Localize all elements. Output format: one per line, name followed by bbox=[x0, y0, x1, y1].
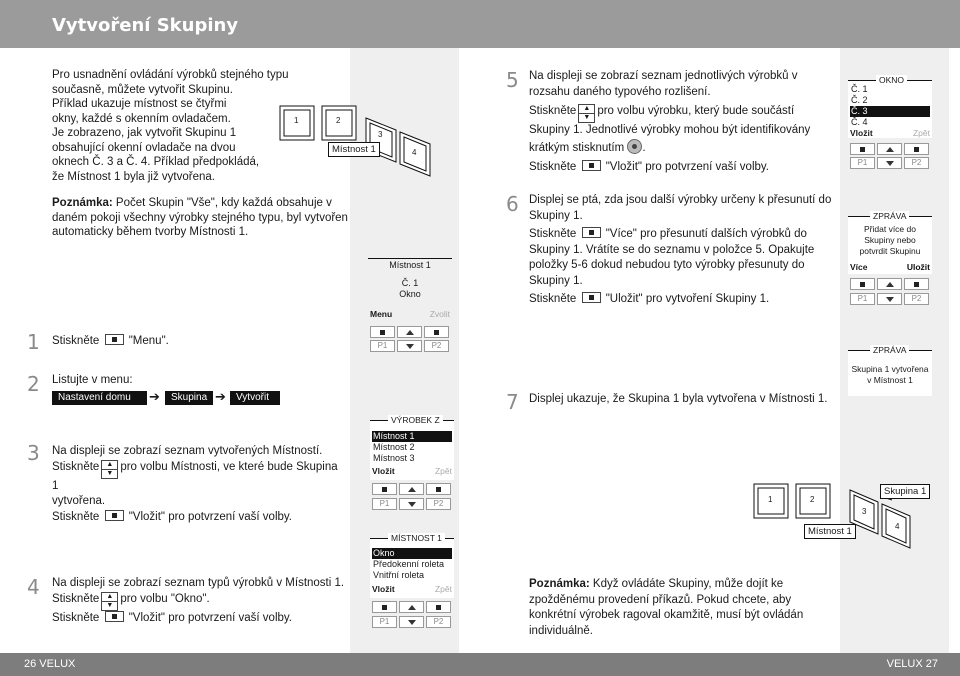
room-label-bottom: Místnost 1 bbox=[804, 524, 856, 539]
left-select-key-icon bbox=[105, 334, 124, 345]
screen-5-item-2[interactable]: Č. 2 bbox=[851, 95, 868, 105]
screen-5-item-4[interactable]: Č. 4 bbox=[851, 117, 868, 127]
screen-5-item-1[interactable]: Č. 1 bbox=[851, 84, 868, 94]
up-button[interactable] bbox=[877, 278, 902, 290]
remote-main bbox=[368, 258, 452, 354]
screen-5-item-3[interactable]: Č. 3 bbox=[850, 106, 930, 117]
room-diagram-top bbox=[278, 100, 448, 180]
intro-paragraph-2: Příklad ukazuje místnost se čtyřmi okny, každé s okenním ovladačem. Je zobrazeno, jak vytvořit Skupinu 1 obsahující okenní ovladače na dvou oknech Č. 3 a Č. 4. Příklad předpokládá, že Místnost 1 byla již vytvořena. bbox=[52, 98, 260, 183]
softkey-vice[interactable]: Více bbox=[850, 262, 868, 272]
screen-4-title: MÍSTNOST 1 bbox=[388, 533, 445, 543]
window-4-label: 4 bbox=[412, 148, 417, 157]
left-select-button[interactable] bbox=[372, 601, 397, 613]
room-diagram-bottom bbox=[752, 482, 942, 552]
intro-paragraph-1: Pro usnadnění ovládání výrobků stejného typu současně, můžete vytvořit Skupinu. bbox=[52, 69, 289, 96]
window-1-label: 1 bbox=[768, 495, 773, 504]
arrow-right-icon: ➔ bbox=[215, 389, 226, 404]
right-select-button[interactable] bbox=[424, 326, 449, 338]
step-7-text: Displej ukazuje, že Skupina 1 byla vytvořena v Místnosti 1. bbox=[529, 393, 828, 405]
page-header bbox=[0, 0, 960, 48]
window-4-label: 4 bbox=[895, 522, 900, 531]
step-6-text: Displej se ptá, zda jsou další výrobky určeny k přesunutí do Skupiny 1. Stiskněte "Více" pro přesunutí dalších výrobků do Skupiny 1. Vrátíte se do seznamu v položce 5. Opakujte položky 5-6 dokud nebudou tyto výrobky přesunuty do Skupiny 1. Stiskněte "Uložit" pro vytvoření Skupiny 1. bbox=[529, 194, 832, 305]
down-button[interactable] bbox=[399, 498, 424, 510]
right-select-button[interactable] bbox=[426, 601, 451, 613]
screen-6-title: ZPRÁVA bbox=[870, 211, 909, 221]
step-1-number: 1 bbox=[27, 330, 40, 354]
screen-3-item-2[interactable]: Místnost 2 bbox=[373, 442, 415, 452]
p2-button[interactable]: P2 bbox=[426, 616, 451, 628]
softkey-vlozit[interactable]: Vložit bbox=[372, 466, 395, 476]
right-select-key-icon bbox=[582, 160, 601, 171]
step-4-number: 4 bbox=[27, 575, 40, 599]
step-6-number: 6 bbox=[506, 192, 519, 216]
screen-6-message: Přidat více do Skupiny nebo potvrdit Skupinu bbox=[859, 224, 921, 256]
identify-button-icon bbox=[627, 139, 642, 154]
step-5-text: Na displeji se zobrazí seznam jednotlivých výrobků v rozsahu daného typového rozlišení. Stiskněte ▲ ▼ pro volbu výrobku, který bude součástí Skupiny 1. Jednotlivé výrobky mohou být identifikovány krátkým stisknutím . Stiskněte "Vložit" pro potvrzení vaší volby. bbox=[529, 70, 811, 173]
down-button[interactable] bbox=[877, 293, 902, 305]
screen-4-item-3[interactable]: Vnitřní roleta bbox=[373, 570, 425, 580]
remote-screen-7 bbox=[848, 345, 932, 400]
p1-button[interactable]: P1 bbox=[370, 340, 395, 352]
menu-item-skupina[interactable]: Skupina bbox=[165, 391, 213, 405]
step-2-number: 2 bbox=[27, 372, 40, 396]
intro-note: Poznámka: Počet Skupin "Vše", kdy každá obsahuje v daném pokoji všechny výrobky stejného typu, byl vytvořen automaticky během tvorby Místnosti 1. bbox=[52, 197, 348, 238]
remote-main-line1: Č. 1 bbox=[401, 278, 419, 288]
left-select-button[interactable] bbox=[372, 483, 397, 495]
screen-5-title: OKNO bbox=[876, 75, 907, 85]
group-label-bottom: Skupina 1 bbox=[880, 484, 930, 499]
p1-button[interactable]: P1 bbox=[850, 293, 875, 305]
arrow-right-icon: ➔ bbox=[149, 389, 160, 404]
step-5-number: 5 bbox=[506, 68, 519, 92]
softkey-zpet[interactable]: Zpět bbox=[434, 584, 452, 594]
softkey-zpet[interactable]: Zpět bbox=[434, 466, 452, 476]
screen-7-message: Skupina 1 vytvořena v Místnost 1 bbox=[851, 364, 929, 385]
menu-item-vytvorit[interactable]: Vytvořit bbox=[230, 391, 280, 405]
softkey-zvolit[interactable]: Zvolit bbox=[429, 309, 450, 319]
window-2-label: 2 bbox=[336, 116, 341, 125]
right-select-button[interactable] bbox=[904, 143, 929, 155]
up-button[interactable] bbox=[399, 601, 424, 613]
up-down-key-icon: ▲ ▼ bbox=[101, 592, 118, 611]
softkey-vlozit[interactable]: Vložit bbox=[372, 584, 395, 594]
up-down-key-icon: ▲ ▼ bbox=[101, 460, 118, 479]
p1-button[interactable]: P1 bbox=[850, 157, 875, 169]
page-footer bbox=[0, 653, 960, 676]
up-down-key-icon: ▲ ▼ bbox=[578, 104, 595, 123]
screen-3-item-1[interactable]: Místnost 1 bbox=[372, 431, 452, 442]
step-2-text: Listujte v menu: bbox=[52, 374, 133, 386]
remote-screen-5 bbox=[848, 75, 932, 174]
left-select-button[interactable] bbox=[850, 143, 875, 155]
softkey-ulozit[interactable]: Uložit bbox=[906, 262, 930, 272]
p1-button[interactable]: P1 bbox=[372, 498, 397, 510]
note-bottom: Poznámka: Když ovládáte Skupiny, může dojít ke zpožděnému provedení příkazů. Pokud chcete, aby konkrétní výrobek ragoval okamžitě, musí být ovládán individuálně. bbox=[529, 578, 804, 637]
window-3-label: 3 bbox=[378, 130, 383, 139]
step-4-text: Na displeji se zobrazí seznam typů výrobků v Místnosti 1. Stiskněte ▲ ▼ pro volbu "Okno". Stiskněte "Vložit" pro potvrzení vaší volby. bbox=[52, 577, 345, 624]
softkey-zpet[interactable]: Zpět bbox=[912, 128, 930, 138]
remote-main-title: Místnost 1 bbox=[389, 260, 431, 270]
menu-path bbox=[52, 391, 272, 407]
room-diagram-top-svg bbox=[278, 100, 448, 180]
step-1-text: Stiskněte "Menu". bbox=[52, 335, 169, 347]
left-select-key-icon bbox=[582, 227, 601, 238]
softkey-menu[interactable]: Menu bbox=[370, 309, 393, 319]
left-select-button[interactable] bbox=[850, 278, 875, 290]
step-3-number: 3 bbox=[27, 441, 40, 465]
up-button[interactable] bbox=[399, 483, 424, 495]
right-select-key-icon bbox=[105, 611, 124, 622]
down-button[interactable] bbox=[399, 616, 424, 628]
window-1-label: 1 bbox=[294, 116, 299, 125]
screen-7-title: ZPRÁVA bbox=[870, 345, 909, 355]
screen-4-item-1[interactable]: Okno bbox=[372, 548, 452, 559]
room-label-top: Místnost 1 bbox=[328, 142, 380, 157]
left-select-button[interactable] bbox=[370, 326, 395, 338]
screen-4-item-2[interactable]: Předokenní roleta bbox=[373, 559, 445, 569]
step-7-number: 7 bbox=[506, 390, 519, 414]
p2-button[interactable]: P2 bbox=[904, 157, 929, 169]
step-3-text: Na displeji se zobrazí seznam vytvořených Místností. Stiskněte ▲ ▼ pro volbu Místnosti, ve které bude Skupina 1 vytvořena. Stiskněte "Vložit" pro potvrzení vaší volby. bbox=[52, 445, 338, 523]
up-button[interactable] bbox=[397, 326, 422, 338]
p1-button[interactable]: P1 bbox=[372, 616, 397, 628]
right-select-button[interactable] bbox=[904, 278, 929, 290]
footer-left-page: 26 VELUX bbox=[24, 658, 76, 670]
down-button[interactable] bbox=[397, 340, 422, 352]
down-button[interactable] bbox=[877, 157, 902, 169]
p2-button[interactable]: P2 bbox=[424, 340, 449, 352]
remote-screen-3 bbox=[370, 415, 454, 514]
page-title: Vytvoření Skupiny bbox=[52, 15, 239, 36]
p2-button[interactable]: P2 bbox=[426, 498, 451, 510]
screen-3-title: VÝROBEK Z bbox=[388, 415, 443, 425]
softkey-vlozit[interactable]: Vložit bbox=[850, 128, 873, 138]
p2-button[interactable]: P2 bbox=[904, 293, 929, 305]
screen-3-item-3[interactable]: Místnost 3 bbox=[373, 453, 415, 463]
menu-item-nastaveni-domu[interactable]: Nastavení domu bbox=[52, 391, 147, 405]
up-button[interactable] bbox=[877, 143, 902, 155]
remote-main-line2: Okno bbox=[399, 289, 421, 299]
right-select-button[interactable] bbox=[426, 483, 451, 495]
right-select-key-icon bbox=[105, 510, 124, 521]
right-select-key-icon bbox=[582, 292, 601, 303]
window-3-label: 3 bbox=[862, 507, 867, 516]
window-2-label: 2 bbox=[810, 495, 815, 504]
footer-right-page: VELUX 27 bbox=[886, 658, 938, 670]
remote-screen-4 bbox=[370, 533, 454, 632]
remote-screen-6 bbox=[848, 211, 932, 310]
